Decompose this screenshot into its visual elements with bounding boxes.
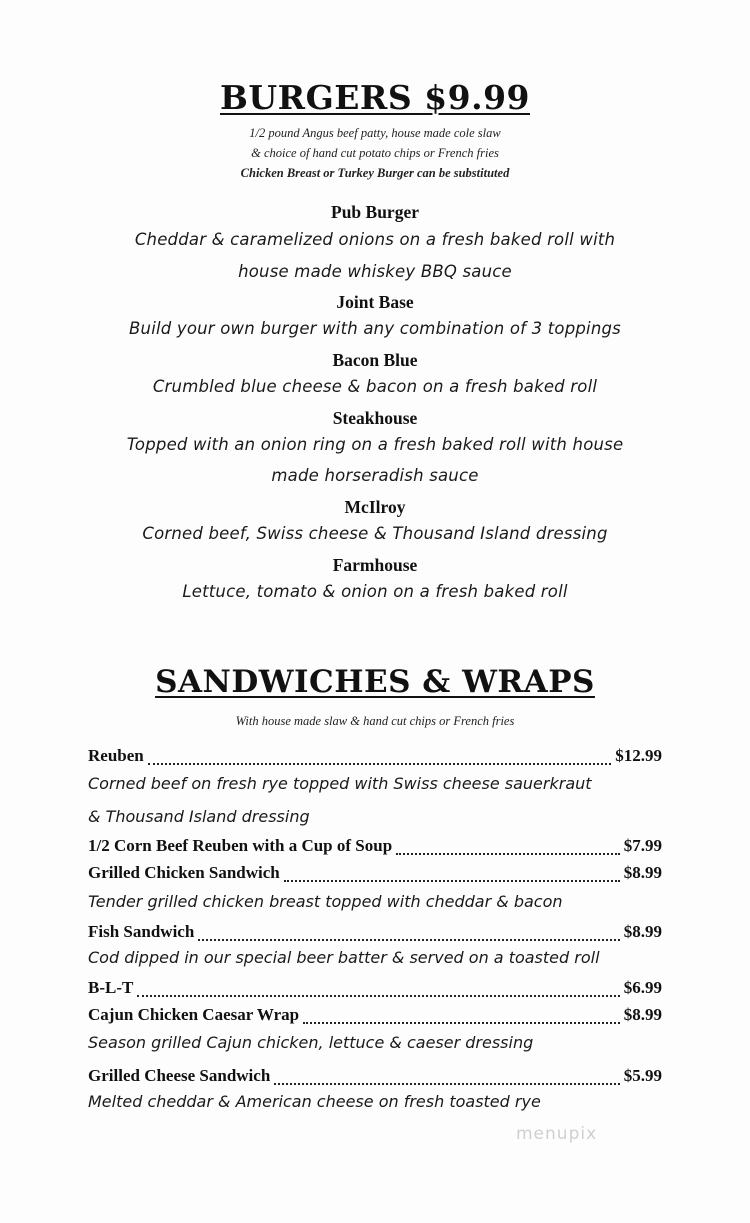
leader-dots [274,1083,619,1085]
item-name: B-L-T [88,978,134,997]
burger-name-pub-burger: Pub Burger [331,202,419,222]
burgers-title: BURGERS $9.99 [219,78,530,117]
item-name: Grilled Chicken Sandwich [88,863,280,882]
item-name: Reuben [88,746,144,765]
leader-dots [303,1022,620,1024]
sandwiches-title: SANDWICHES & WRAPS [155,664,595,700]
item-desc-fish-sandwich: Cod dipped in our special beer batter & served on a toasted roll [88,948,600,967]
item-desc-reuben-2: & Thousand Island dressing [88,807,310,826]
menu-row-fish-sandwich [88,922,662,946]
menu-row-grilled-chicken [88,863,662,887]
item-desc-cajun-wrap: Season grilled Cajun chicken, lettuce & caeser dressing [88,1033,534,1052]
item-price: $8.99 [623,863,662,882]
burger-desc-farmhouse: Lettuce, tomato & onion on a fresh baked roll [182,582,568,601]
leader-dots [396,853,620,855]
menu-row-half-reuben-soup [88,836,662,860]
item-desc-grilled-cheese: Melted cheddar & American cheese on fresh toasted rye [88,1092,541,1111]
burger-name-farmhouse: Farmhouse [332,555,418,575]
burger-desc-joint-base: Build your own burger with any combination of 3 toppings [129,319,621,338]
burger-desc-mcilroy: Corned beef, Swiss cheese & Thousand Island dressing [142,524,608,543]
burger-name-mcilroy: McIlroy [344,497,406,517]
burger-desc-bacon-blue: Crumbled blue cheese & bacon on a fresh baked roll [152,377,598,396]
item-price: $12.99 [615,746,662,765]
burgers-note-1: 1/2 pound Angus beef patty, house made cole slaw [249,126,501,140]
burger-name-bacon-blue: Bacon Blue [332,350,418,370]
burger-name-joint-base: Joint Base [336,292,414,312]
sandwiches-note: With house made slaw & hand cut chips or French fries [235,714,515,728]
leader-dots [284,880,620,882]
leader-dots [198,939,619,941]
item-price: $8.99 [623,922,662,941]
item-desc-grilled-chicken: Tender grilled chicken breast topped with cheddar & bacon [88,892,563,911]
menu-row-cajun-wrap [88,1005,662,1029]
menupix-watermark: menupix [516,1124,598,1144]
item-price: $7.99 [623,836,662,855]
leader-dots [148,763,612,765]
burger-desc-pub-burger-2: house made whiskey BBQ sauce [238,262,512,281]
item-desc-reuben-1: Corned beef on fresh rye topped with Swiss cheese sauerkraut [88,774,592,793]
item-name: Grilled Cheese Sandwich [88,1066,271,1085]
item-price: $5.99 [623,1066,662,1085]
item-name: Cajun Chicken Caesar Wrap [88,1005,300,1024]
burgers-note-2: & choice of hand cut potato chips or French fries [251,146,499,160]
item-price: $8.99 [623,1005,662,1024]
burger-name-steakhouse: Steakhouse [332,408,418,428]
menu-row-grilled-cheese [88,1066,662,1090]
item-name: Fish Sandwich [88,922,195,941]
burger-desc-pub-burger-1: Cheddar & caramelized onions on a fresh baked roll with [134,230,616,249]
burger-desc-steakhouse-1: Topped with an onion ring on a fresh baked roll with house [126,435,624,454]
menu-row-blt [88,978,662,1002]
item-name: 1/2 Corn Beef Reuben with a Cup of Soup [88,836,393,855]
burgers-note-3: Chicken Breast or Turkey Burger can be substituted [240,166,510,180]
item-price: $6.99 [623,978,662,997]
leader-dots [137,995,619,997]
burger-desc-steakhouse-2: made horseradish sauce [271,466,479,485]
menu-row-reuben [88,746,662,770]
